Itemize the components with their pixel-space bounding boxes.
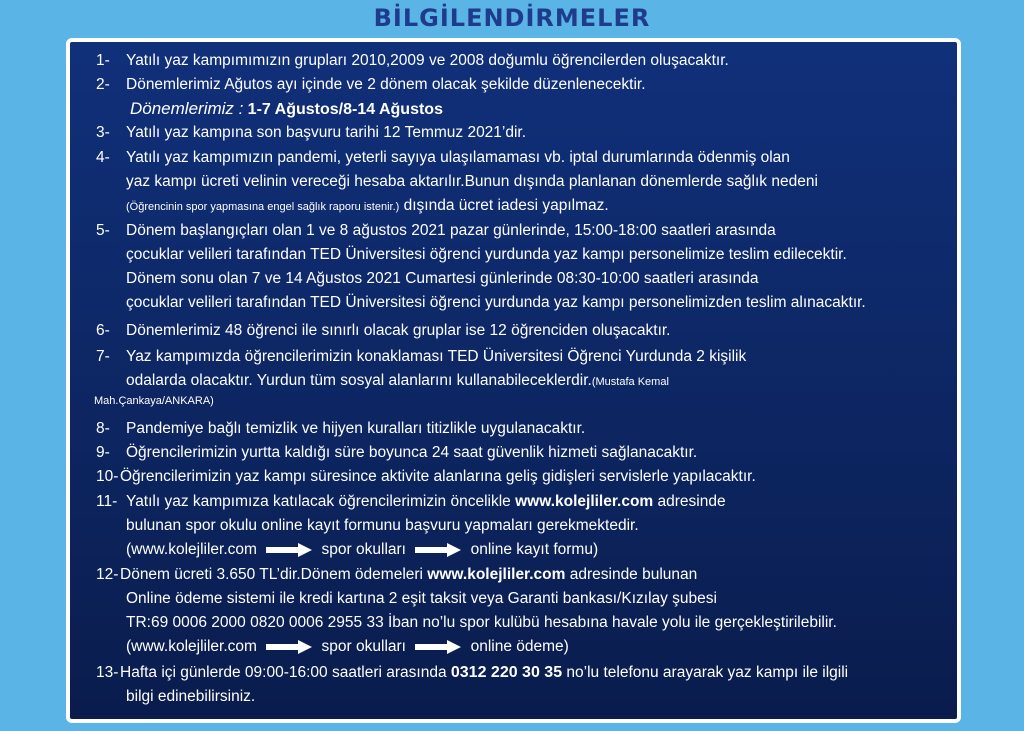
- phone-number[interactable]: 0312 220 30 35: [450, 664, 563, 681]
- info-list: 1- Yatılı yaz kampımımızın grupları 2010,2009 ve 2008 doğumlu öğrencilerden oluşacaktır. 2- Dönemlerimiz Ağutos ayı içinde ve 2 dönem olacak şekilde düzenlenecektir. Dönemlerimiz : 1-7 Ağustos/8-14 Ağustos 3- Yatılı yaz kampına son başvuru tarihi 12 Temmuz 2021’dir. 4- Yatılı yaz kampımızın pandemi, yeterli sayıya ulaşılamaması vb. iptal durumlarında ödenmiş olan yaz kampı ücreti velinin vereceği hesaba aktarılır.Bunun dışında planlanan dönemlerde sağlık nedeni (Öğrencinin spor yapmasına engel sağlık raporu istenir.) dışında ücret iadesi yapılmaz. 5- Dönem başlangıçları olan 1 ve 8 ağustos 2021 pazar günlerinde, 15:00-18:00 saatleri arasında çocuklar velileri tarafından TED Üniversitesi öğrenci yurdunda yaz kampı personelimize teslim edilecektir. Dönem sonu olan 7 ve 14 Ağustos 2021 Cumartesi günlerinde 08:30-10:00 saatleri arasında çocuklar velileri tarafından TED Üniversitesi öğrenci yurdunda yaz kampı personelimizden teslim alınacaktır. 6- Dönemlerimiz 48 öğrenci ile sınırlı olacak gruplar ise 12 öğrenciden oluşacaktır. 7- Yaz kampımızda öğrencilerimizin konaklaması TED Üniversitesi Öğrenci Yurdunda 2 kişilik odalarda olacaktır. Yurdun tüm sosyal alanlarını kullanabileceklerdir.(Mustafa Kemal Mah.Çankaya/ANKARA) 8- Pandemiye bağlı temizlik ve hijyen kuralları titizlikle uygulanacaktır. 9- Öğrencilerimizin yurtta kaldığı süre boyunca 24 saat güvenlik hizmeti sağlanacaktır. 10- Öğrencilerimizin yaz kampı süresince aktivite alanlarına geliş gidişleri servislerle yapılacaktır. 11- Yatılı yaz kampımıza katılacak öğrencilerimizin öncelikle www.kolejliler.com adresinde bulunan spor okulu online kayıt formunu başvuru yapmaları gerekmektedir. (www.kolejliler.com spor okulları online kayıt formu) 12- Dönem ücreti 3.650 TL’dir.Dönem ödemeleri www.kolejliler.com adresinde bulunan Online ödeme sistemi ile kredi kartına 2 eşit taksit veya Garanti bankası/Kızılay şubesi TR:69 0006 2000 0820 0006 2955 33 İban no’lu spor kulübü hesabına havale yolu ile gerçekleştirilebilir. (www.kolejliler.com spor okulları online ödeme) 13- Hafta içi günlerde 09:00-16:00 saatleri arasında 0312 220 30 35 no’lu telefonu arayarak yaz kampı ile ilgili bilgi edinebilirsiniz.: [94, 52, 866, 705]
- info-panel: [66, 38, 961, 723]
- website-link[interactable]: www.kolejliler.com: [427, 566, 566, 583]
- arrow-right-icon: [415, 543, 461, 557]
- page-title: BİLGİLENDİRMELER: [373, 4, 651, 32]
- arrow-right-icon: [266, 640, 312, 654]
- website-link[interactable]: www.kolejliler.com: [515, 493, 654, 510]
- arrow-right-icon: [266, 543, 312, 557]
- arrow-right-icon: [415, 640, 461, 654]
